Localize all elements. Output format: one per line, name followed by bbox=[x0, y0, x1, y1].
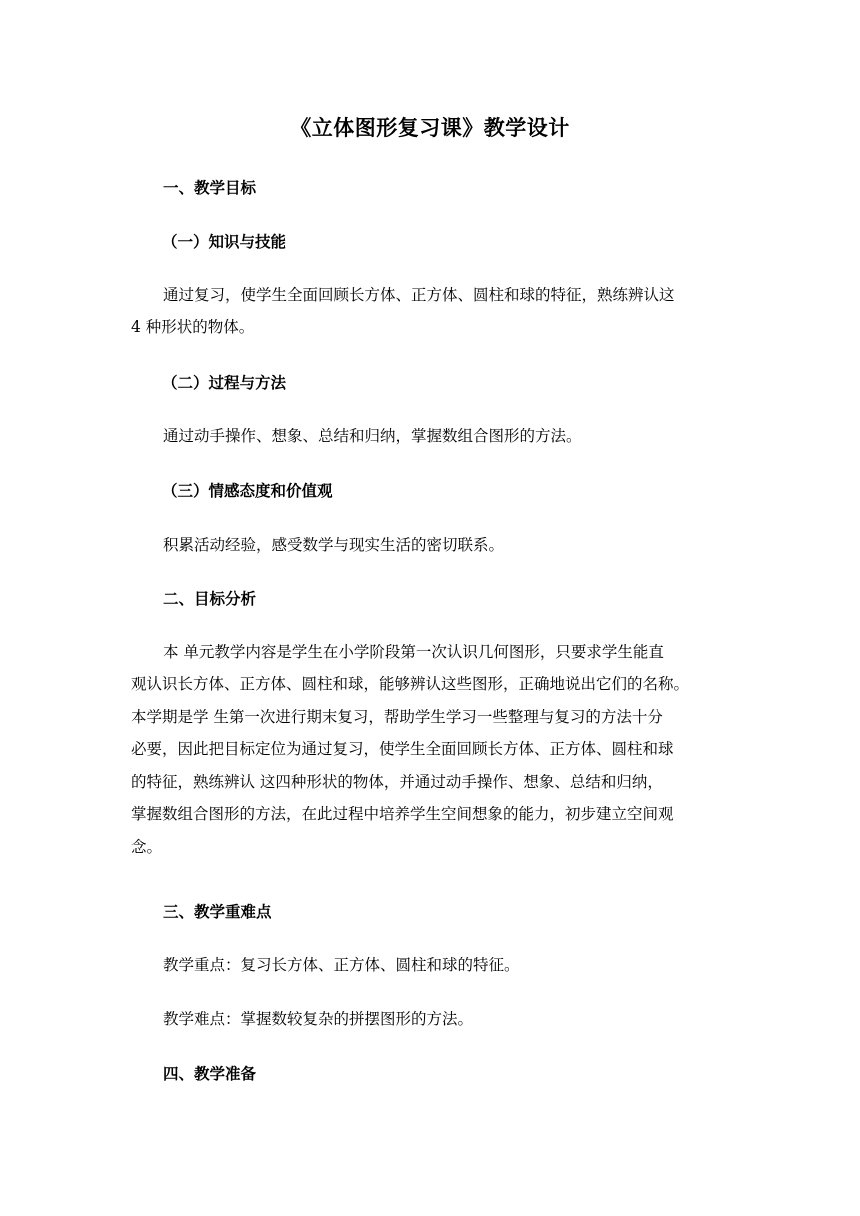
subheading-emotion-values: （三）情感态度和价值观 bbox=[162, 482, 333, 500]
paragraph-line: 通过动手操作、想象、总结和归纳，掌握数组合图形的方法。 bbox=[163, 427, 582, 445]
paragraph-line: 4 种形状的物体。 bbox=[131, 318, 255, 336]
subheading-process-methods: （二）过程与方法 bbox=[162, 374, 287, 392]
document-title: 《立体图形复习课》教学设计 bbox=[290, 116, 570, 140]
paragraph-line: 观认识长方体、正方体、圆柱和球，能够辨认这些图形，正确地说出它们的名称。 bbox=[131, 675, 690, 693]
section-heading-key-difficult: 三、教学重难点 bbox=[163, 903, 272, 921]
paragraph-line: 必要，因此把目标定位为通过复习，使学生全面回顾长方体、正方体、圆柱和球 bbox=[131, 740, 674, 758]
paragraph-line: 教学重点：复习长方体、正方体、圆柱和球的特征。 bbox=[163, 956, 520, 974]
paragraph-line: 积累活动经验，感受数学与现实生活的密切联系。 bbox=[163, 536, 505, 554]
section-heading-preparation: 四、教学准备 bbox=[163, 1065, 257, 1083]
paragraph-line: 的特征，熟练辨认 这四种形状的物体，并通过动手操作、想象、总结和归纳， bbox=[131, 773, 663, 791]
paragraph-line: 掌握数组合图形的方法，在此过程中培养学生空间想象的能力，初步建立空间观 bbox=[131, 805, 674, 823]
section-heading-objectives: 一、教学目标 bbox=[163, 179, 257, 197]
subheading-knowledge-skills: （一）知识与技能 bbox=[162, 233, 287, 251]
paragraph-line: 本学期是学 生第一次进行期末复习，帮助学生学习一些整理与复习的方法十分 bbox=[131, 708, 663, 726]
paragraph-line: 通过复习，使学生全面回顾长方体、正方体、圆柱和球的特征，熟练辨认这 bbox=[163, 286, 675, 304]
paragraph-line: 教学难点：掌握数较复杂的拼摆图形的方法。 bbox=[163, 1010, 474, 1028]
paragraph-line: 念。 bbox=[131, 838, 163, 856]
paragraph-line: 本 单元教学内容是学生在小学阶段第一次认识几何图形，只要求学生能直 bbox=[163, 643, 664, 661]
section-heading-analysis: 二、目标分析 bbox=[163, 590, 257, 608]
